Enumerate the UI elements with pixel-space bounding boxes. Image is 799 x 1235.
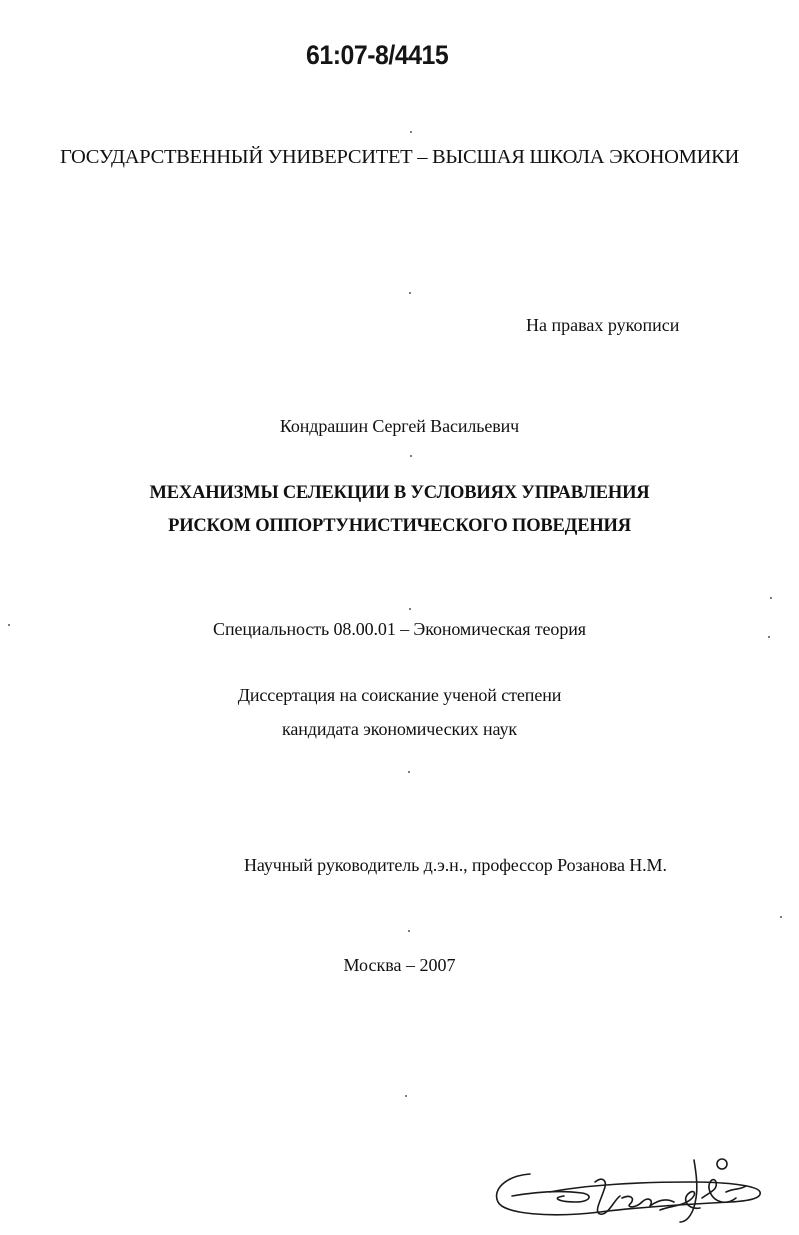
scan-speck xyxy=(8,624,10,626)
author-name: Кондрашин Сергей Васильевич xyxy=(279,416,520,436)
thesis-title-line-1: МЕХАНИЗМЫ СЕЛЕКЦИИ В УСЛОВИЯХ УПРАВЛЕНИЯ xyxy=(149,483,650,503)
scan-speck xyxy=(408,930,410,932)
university-name: ГОСУДАРСТВЕННЫЙ УНИВЕРСИТЕТ – ВЫСШАЯ ШКОЛА ЭКОНОМИКИ xyxy=(60,146,739,168)
dissertation-degree-line-1: Диссертация на соискание ученой степени xyxy=(237,685,562,705)
specialty: Специальность 08.00.01 – Экономическая теория xyxy=(213,619,586,639)
scan-speck xyxy=(768,636,770,638)
scan-speck xyxy=(410,131,412,133)
scan-speck xyxy=(408,771,410,773)
scientific-advisor: Научный руководитель д.э.н., профессор Розанова Н.М. xyxy=(244,855,667,875)
archive-stamp-number: 61:07-8/4415 xyxy=(306,40,449,70)
scan-speck xyxy=(409,608,411,610)
scan-speck xyxy=(780,916,782,918)
thesis-title-line-2: РИСКОМ ОППОРТУНИСТИЧЕСКОГО ПОВЕДЕНИЯ xyxy=(168,516,631,536)
city-year: Москва – 2007 xyxy=(343,955,456,975)
manuscript-rights-note: На правах рукописи xyxy=(526,315,680,335)
scan-speck xyxy=(405,1095,407,1097)
handwritten-signature xyxy=(490,1152,790,1224)
scan-speck xyxy=(409,292,411,294)
dissertation-degree-line-2: кандидата экономических наук xyxy=(281,719,518,739)
scan-speck xyxy=(770,597,772,599)
scan-speck xyxy=(410,455,412,457)
